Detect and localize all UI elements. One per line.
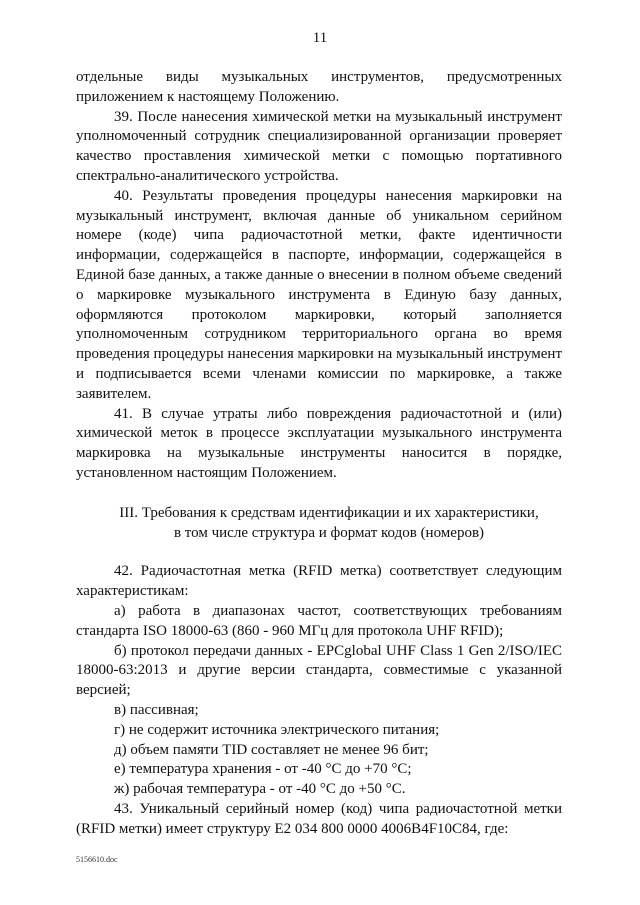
paragraph-42: 42. Радиочастотная метка (RFID метка) соответствует следующим характеристикам: bbox=[76, 563, 562, 600]
file-name-footer: 5156610.doc bbox=[76, 855, 118, 864]
paragraph-42-a: а) работа в диапазонах частот, соответствующих требованиям стандарта ISO 18000-63 (860 - 960 МГц для протокола UHF RFID); bbox=[76, 602, 562, 639]
document-body bbox=[76, 68, 562, 839]
list-item-zh: ж) рабочая температура - от -40 °С до +50 °С. bbox=[114, 781, 406, 798]
list-item-g: г) не содержит источника электрического питания; bbox=[114, 721, 440, 738]
paragraph-40: 40. Результаты проведения процедуры нанесения маркировки на музыкальный инструмент, включая данные об уникальном серийном номере (коде) чипа радиочастотной метки, факте идентичности информации, содержащейся в паспорте, информации, содержащейся в Единой базе данных, а также данные о внесении в полном объеме сведений о маркировке музыкального инструмента в Единую базу данных, оформляются протоколом маркировки, который заполняется уполномоченным сотрудником территориального органа во время проведения процедуры нанесения маркировки на музыкальный инструмент и подписывается всеми членами комиссии по маркировке, а также заявителем. bbox=[76, 187, 562, 402]
paragraph-41: 41. В случае утраты либо повреждения радиочастотной и (или) химической меток в процессе эксплуатации музыкального инструмента маркировка на музыкальные инструменты наносится в порядке, установленном настоящим Положением. bbox=[76, 405, 562, 481]
paragraph-42-b: б) протокол передачи данных - EPCglobal UHF Class 1 Gen 2/ISO/IEC 18000-63:2013 и другие версии стандарта, совместимые с указанной версией; bbox=[76, 642, 562, 699]
section-heading-line-1: III. Требования к средствам идентификации и их характеристики, bbox=[119, 504, 539, 521]
list-item-d: д) объем памяти TID составляет не менее 96 бит; bbox=[114, 741, 429, 758]
list-item-e: е) температура хранения - от -40 °С до +70 °С; bbox=[114, 761, 412, 778]
page-number: 11 bbox=[312, 30, 328, 46]
paragraph-43: 43. Уникальный серийный номер (код) чипа радиочастотной метки (RFID метки) имеет структуру E2 034 800 0000 4006B4F10C84, где: bbox=[76, 800, 562, 837]
list-item-v: в) пассивная; bbox=[114, 701, 199, 718]
section-heading-line-2: в том числе структура и формат кодов (номеров) bbox=[173, 524, 485, 541]
paragraph-39: 39. После нанесения химической метки на музыкальный инструмент уполномоченный сотрудник специализированной организации проверяет качество проставления химической метки с помощью портативного спектрально-аналитического устройства. bbox=[76, 108, 562, 184]
paragraph-continuation: отдельные виды музыкальных инструментов, предусмотренных приложением к настоящему Положению. bbox=[76, 69, 562, 105]
section-heading bbox=[76, 504, 562, 544]
